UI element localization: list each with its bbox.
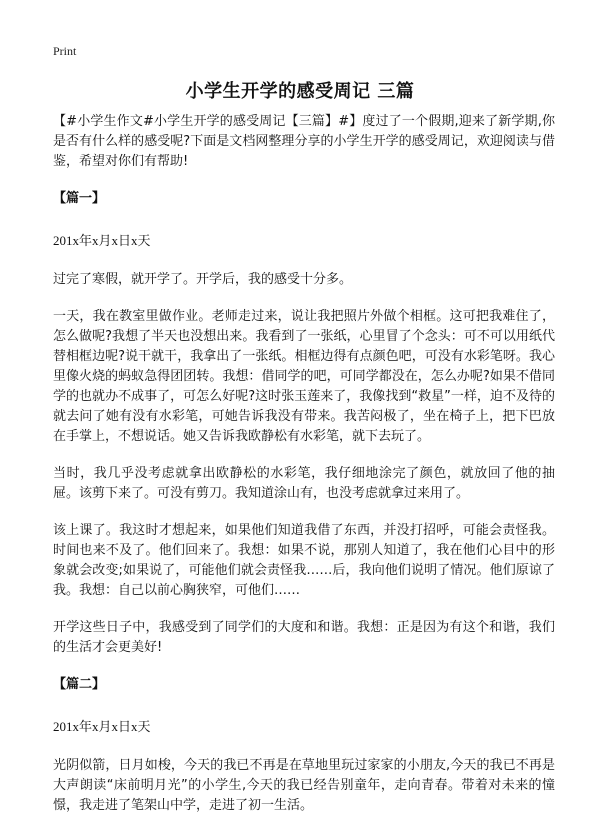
section-1-paragraph: 一天，我在教室里做作业。老师走过来，说让我把照片外做个相框。这可把我难住了，怎么做呢?我想了半天也没想出来。我看到了一张纸，心里冒了个念头：可不可以用纸代替相框边呢?说干就干，我拿出了一张纸。相框边得有点颜色吧，可没有水彩笔呀。我心里像火烧的蚂蚁急得团团转。我想：借同学的吧，可同学都没在，怎么办呢?如果不借同学的也就办不成事了，可怎么好呢?这时张玉莲来了，我像找到“救星”一样，迫不及待的就去问了她有没有水彩笔，可她告诉我没有带来。我苦闷极了，坐在椅子上，把下巴放在手掌上，不想说话。她又告诉我欧静松有水彩笔，就下去玩了。	[53, 309, 555, 444]
section-2-date: 201x年x月x日x天	[53, 719, 151, 734]
section-1-paragraph: 开学这些日子中，我感受到了同学们的大度和和谐。我想：正是因为有这个和谐，我们的生活才会更美好!	[53, 620, 555, 655]
article-body	[53, 112, 555, 833]
section-1-heading: 【篇一】	[53, 191, 106, 206]
section-1-date: 201x年x月x日x天	[53, 233, 151, 248]
section-1-paragraph: 当时，我几乎没考虑就拿出欧静松的水彩笔，我仔细地涂完了颜色，就放回了他的抽屉。该剪下来了。可没有剪刀。我知道涂山有，也没考虑就拿过来用了。	[53, 466, 555, 501]
section-1-paragraph: 该上课了。我这时才想起来，如果他们知道我借了东西，并没打招呼，可能会责怪我。时间也来不及了。他们回来了。我想：如果不说，那别人知道了，我在他们心目中的形象就会改变;如果说了，可能他们就会责怪我……后，我向他们说明了情况。他们原谅了我。我想：自己以前心胸狭窄，可他们……	[53, 523, 555, 598]
page-title: 小学生开学的感受周记 三篇	[185, 81, 415, 102]
print-link[interactable]: Print	[53, 44, 77, 58]
section-2-heading: 【篇二】	[53, 677, 106, 692]
section-1-paragraph: 过完了寒假，就开学了。开学后，我的感受十分多。	[53, 272, 353, 287]
section-2-paragraph: 光阴似箭，日月如梭，今天的我已不再是在草地里玩过家家的小朋友,今天的我已不再是大声朗读“床前明月光”的小学生,今天的我已经告别童年，走向青春。带着对未来的憧憬，我走进了笔架山中学，走进了初一生活。	[53, 758, 555, 813]
intro-paragraph: 【#小学生作文#小学生开学的感受周记【三篇】#】度过了一个假期,迎来了新学期,你是否有什么样的感受呢?下面是文档网整理分享的小学生开学的感受周记，欢迎阅读与借鉴，希望对你们有帮助!	[53, 114, 555, 169]
